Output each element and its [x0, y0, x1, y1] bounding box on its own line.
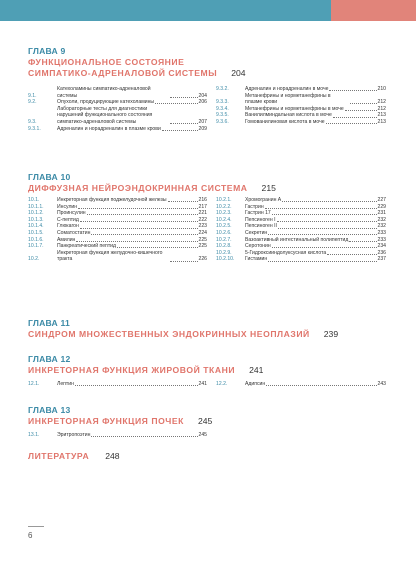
- toc-leader-dots: [272, 214, 377, 215]
- toc-entry-number: 10.2.10.: [216, 256, 235, 263]
- toc-entry-title: Серотонин: [245, 243, 271, 250]
- toc-entry-title: Адипсин: [245, 381, 266, 387]
- toc-leader-dots: [350, 103, 377, 104]
- toc-entry-body: [245, 197, 386, 204]
- page-number: 6: [28, 531, 33, 540]
- chapter-10-label: ГЛАВА 10: [28, 172, 71, 182]
- toc-entry-title: Пепсиноген I: [245, 216, 276, 223]
- toc-entry-number: 12.2.: [216, 381, 228, 387]
- literature-line: [28, 451, 120, 461]
- toc-entry-number: 10.1.2.: [28, 210, 44, 217]
- toc-entry-title: Гастрин 17: [245, 210, 271, 217]
- chapter-12-heading: [28, 354, 263, 376]
- toc-leader-dots: [78, 208, 197, 209]
- toc-entry-page: 226: [198, 256, 207, 263]
- toc-entry: [216, 237, 386, 244]
- toc-entry-page: 217: [198, 203, 207, 210]
- toc-leader-dots: [266, 385, 376, 386]
- toc-leader-dots: [333, 117, 377, 118]
- toc-entry-body: [245, 237, 386, 244]
- toc-entry-number: 9.3.1.: [28, 125, 41, 132]
- footer-rule: [28, 526, 44, 527]
- toc-entry-body: [245, 210, 386, 217]
- toc-entry-body: [57, 381, 207, 388]
- toc-leader-dots: [345, 110, 377, 111]
- toc-entry: [28, 210, 207, 217]
- toc-entry-body: [245, 243, 386, 250]
- toc-entry-title: Инкреторная функция желудочно-кишечного тракта: [57, 249, 163, 263]
- toc-entry-page: 237: [377, 256, 386, 263]
- toc-leader-dots: [268, 261, 376, 262]
- chapter-9-toc-right: [216, 86, 386, 126]
- chapter-13-toc-left: [28, 432, 207, 439]
- toc-entry-title: Инкреторная функция поджелудочной железы: [57, 197, 167, 203]
- toc-leader-dots: [326, 123, 377, 124]
- chapter-12-label: ГЛАВА 12: [28, 354, 71, 364]
- toc-entry-page: 210: [377, 86, 386, 92]
- toc-entry-page: 232: [377, 223, 386, 230]
- toc-entry-page: 234: [377, 243, 386, 250]
- toc-entry-number: 9.3.5.: [216, 112, 229, 119]
- toc-entry: [28, 243, 207, 250]
- chapter-11-title-line: [28, 329, 338, 340]
- toc-entry-body: [57, 99, 207, 106]
- chapter-13-title: ИНКРЕТОРНАЯ ФУНКЦИЯ ПОЧЕК: [28, 416, 184, 426]
- toc-entry-body: [245, 256, 386, 263]
- toc-entry-page: 213: [377, 118, 386, 125]
- chapter-12-title: ИНКРЕТОРНАЯ ФУНКЦИЯ ЖИРОВОЙ ТКАНИ: [28, 365, 236, 375]
- toc-entry-title: С-пептид: [57, 216, 79, 223]
- chapter-13-label: ГЛАВА 13: [28, 405, 71, 415]
- toc-entry-number: 10.2.8.: [216, 243, 232, 250]
- toc-entry-title: 5-Гидроксииндолуксусная кислота: [245, 249, 327, 256]
- toc-entry-title: Катехоламины симпатико-адреналовой системы: [57, 86, 151, 99]
- top-color-band: [0, 0, 416, 21]
- literature-heading: [28, 451, 120, 461]
- toc-entry: [216, 119, 386, 126]
- toc-leader-dots: [272, 247, 377, 248]
- toc-entry-page: 213: [377, 112, 386, 119]
- toc-entry-page: 229: [377, 203, 386, 210]
- toc-leader-dots: [349, 241, 376, 242]
- toc-entry-page: 224: [198, 229, 207, 236]
- toc-entry-body: [57, 217, 207, 224]
- toc-entry-body: [245, 381, 386, 388]
- toc-entry: [216, 204, 386, 211]
- toc-entry-body: [57, 106, 207, 126]
- toc-entry-body: [245, 250, 386, 257]
- toc-entry: [216, 86, 386, 93]
- chapter-11-page: 239: [323, 329, 339, 339]
- toc-entry: [216, 93, 386, 106]
- toc-entry-title: Лабораторные тесты для диагностики нарушений функционального состояния симпатико-адреналовой системы: [57, 105, 153, 125]
- chapter-12-toc-left: [28, 381, 207, 388]
- chapter-9-title-text: СИМПАТИКО-АДРЕНАЛОВОЙ СИСТЕМЫ: [28, 68, 218, 78]
- toc-leader-dots: [170, 261, 198, 262]
- toc-entry: [216, 106, 386, 113]
- chapter-9-heading: [28, 46, 246, 79]
- toc-entry: [216, 210, 386, 217]
- toc-entry-number: 9.3.2.: [216, 86, 229, 92]
- toc-entry: [216, 250, 386, 257]
- toc-entry-title: Ванилилминдальная кислота в моче: [245, 112, 332, 119]
- toc-entry-body: [57, 243, 207, 250]
- toc-entry-body: [57, 230, 207, 237]
- toc-entry-title: Метанефрины и норметанефрины в плазме крови: [245, 92, 331, 106]
- toc-entry: [28, 99, 207, 106]
- chapter-11-heading: [28, 318, 338, 340]
- toc-leader-dots: [162, 130, 198, 131]
- toc-entry-page: 231: [377, 210, 386, 217]
- toc-entry-number: 10.2.5.: [216, 223, 232, 230]
- literature-page: 248: [105, 451, 120, 461]
- toc-entry: [216, 197, 386, 204]
- toc-entry: [28, 223, 207, 230]
- top-band-coral: [331, 0, 416, 21]
- toc-entry: [216, 217, 386, 224]
- toc-leader-dots: [91, 234, 197, 235]
- chapter-9-label: ГЛАВА 9: [28, 46, 66, 56]
- toc-leader-dots: [155, 103, 197, 104]
- toc-entry-title: Хромогранин А: [245, 197, 282, 203]
- toc-entry-number: 10.1.7.: [28, 243, 44, 250]
- literature-title: ЛИТЕРАТУРА: [28, 451, 90, 461]
- toc-leader-dots: [327, 254, 376, 255]
- toc-entry-number: 13.1.: [28, 432, 40, 438]
- toc-entry-page: 232: [377, 216, 386, 223]
- chapter-13-heading: [28, 405, 212, 427]
- toc-entry-number: 9.3.3.: [216, 99, 229, 106]
- toc-entry-body: [245, 119, 386, 126]
- toc-entry-page: 225: [198, 236, 207, 243]
- toc-entry-body: [245, 106, 386, 113]
- toc-entry-title: Гомованилиновая кислота в моче: [245, 118, 325, 125]
- toc-entry-body: [57, 197, 207, 204]
- toc-entry: [28, 217, 207, 224]
- toc-entry-number: 9.3.: [28, 118, 37, 125]
- chapter-11-label: ГЛАВА 11: [28, 318, 70, 328]
- toc-entry: [28, 432, 207, 439]
- toc-entry-page: 212: [377, 99, 386, 106]
- toc-leader-dots: [80, 228, 198, 229]
- toc-entry-number: 10.2.7.: [216, 236, 232, 243]
- toc-entry: [28, 86, 207, 99]
- toc-entry-title: Метанефрины и норметанефрины в моче: [245, 105, 344, 112]
- toc-entry-page: 233: [377, 236, 386, 243]
- toc-entry-number: 10.2.3.: [216, 210, 232, 217]
- toc-entry-title: Глюкагон: [57, 223, 79, 230]
- chapter-13-page: 245: [197, 416, 213, 426]
- toc-entry: [216, 230, 386, 237]
- toc-entry-number: 10.1.3.: [28, 216, 44, 223]
- toc-entry-title: Лептин: [57, 381, 74, 387]
- chapter-13-title-line: [28, 416, 212, 427]
- toc-entry-number: 9.3.4.: [216, 105, 229, 112]
- toc-entry-page: 204: [198, 92, 207, 99]
- toc-entry-title: Адреналин и норадреналин в моче: [245, 86, 329, 92]
- toc-entry-number: 10.1.: [28, 197, 40, 203]
- chapter-10-title: ДИФФУЗНАЯ НЕЙРОЭНДОКРИННАЯ СИСТЕМА: [28, 183, 248, 193]
- toc-entry-title: Опухоли, продуцирующие катехоламины: [57, 99, 155, 106]
- toc-leader-dots: [75, 385, 198, 386]
- toc-entry-number: 10.2.9.: [216, 249, 232, 256]
- toc-entry-number: 9.2.: [28, 99, 37, 106]
- toc-entry-number: 10.2.6.: [216, 229, 232, 236]
- toc-entry-title: Эритропоэтин: [57, 432, 91, 438]
- top-band-teal: [0, 0, 331, 21]
- toc-leader-dots: [277, 221, 377, 222]
- toc-leader-dots: [117, 247, 198, 248]
- toc-entry-number: 10.1.4.: [28, 223, 44, 230]
- toc-entry-body: [57, 126, 207, 133]
- toc-entry-title: Вазоактивный интестинальный полипептид: [245, 236, 349, 243]
- toc-entry-page: 225: [198, 243, 207, 250]
- toc-entry-page: 207: [198, 118, 207, 125]
- toc-entry-page: 227: [377, 197, 386, 203]
- toc-entry: [28, 126, 207, 133]
- toc-entry-title: Инсулин: [57, 203, 78, 210]
- toc-entry-number: 10.1.1.: [28, 203, 44, 210]
- chapter-9-toc-left: [28, 86, 207, 132]
- toc-entry-page: 222: [198, 216, 207, 223]
- toc-entry-body: [245, 223, 386, 230]
- toc-entry: [28, 250, 207, 263]
- toc-entry-page: 223: [198, 223, 207, 230]
- toc-entry-page: 206: [198, 99, 207, 106]
- toc-entry-page: 216: [198, 197, 207, 203]
- toc-entry: [28, 237, 207, 244]
- toc-entry-body: [57, 250, 207, 263]
- chapter-10-toc-left: [28, 197, 207, 263]
- chapter-12-title-line: [28, 365, 263, 376]
- chapter-9-title-line-1: ФУНКЦИОНАЛЬНОЕ СОСТОЯНИЕ: [28, 57, 185, 67]
- chapter-10-title-line: [28, 183, 276, 194]
- chapter-10-page: 215: [261, 183, 276, 193]
- toc-entry-number: 12.1.: [28, 381, 40, 387]
- toc-entry: [216, 381, 386, 388]
- toc-entry-title: Соматостатин: [57, 229, 91, 236]
- chapter-10-heading: [28, 172, 276, 194]
- toc-leader-dots: [168, 201, 198, 202]
- toc-leader-dots: [76, 241, 197, 242]
- toc-entry: [28, 106, 207, 126]
- chapter-10-toc-right: [216, 197, 386, 263]
- toc-entry-title: Адреналин и норадреналин в плазме крови: [57, 125, 161, 132]
- toc-entry-body: [245, 230, 386, 237]
- toc-entry-body: [57, 223, 207, 230]
- toc-entry-number: 10.1.6.: [28, 236, 44, 243]
- toc-entry-number: 9.1.: [28, 92, 37, 99]
- toc-entry-page: 221: [198, 210, 207, 217]
- toc-entry-title: Пепсиноген II: [245, 223, 277, 230]
- toc-entry-page: 243: [377, 381, 386, 387]
- toc-entry: [28, 204, 207, 211]
- toc-leader-dots: [329, 90, 376, 91]
- toc-entry: [216, 223, 386, 230]
- toc-entry-page: 236: [377, 249, 386, 256]
- toc-entry-page: 245: [198, 432, 207, 438]
- chapter-9-title-line-2: [28, 68, 246, 79]
- toc-leader-dots: [278, 228, 377, 229]
- toc-entry-page: 241: [198, 381, 207, 387]
- toc-entry-number: 10.2.: [28, 256, 40, 263]
- toc-entry: [216, 256, 386, 263]
- toc-leader-dots: [87, 214, 198, 215]
- chapter-12-page: 241: [249, 365, 264, 375]
- toc-entry: [216, 243, 386, 250]
- toc-leader-dots: [282, 201, 376, 202]
- toc-entry-title: Проинсулин: [57, 210, 86, 217]
- chapter-11-title: СИНДРОМ МНОЖЕСТВЕННЫХ ЭНДОКРИННЫХ НЕОПЛАЗИЙ: [28, 329, 310, 339]
- toc-entry-body: [245, 112, 386, 119]
- toc-entry-title: Амилин: [57, 236, 76, 243]
- toc-leader-dots: [170, 97, 198, 98]
- toc-leader-dots: [268, 234, 376, 235]
- toc-leader-dots: [91, 436, 197, 437]
- toc-entry-body: [245, 217, 386, 224]
- toc-entry-page: 212: [377, 105, 386, 112]
- toc-entry-body: [57, 210, 207, 217]
- toc-leader-dots: [265, 208, 377, 209]
- toc-entry-page: 209: [198, 125, 207, 132]
- chapter-9-page: 204: [231, 68, 246, 78]
- toc-entry-body: [57, 86, 207, 99]
- toc-entry-body: [245, 86, 386, 93]
- toc-entry-body: [57, 204, 207, 211]
- toc-entry: [28, 230, 207, 237]
- toc-entry-number: 9.3.6.: [216, 118, 229, 125]
- toc-entry-title: Гастрин: [245, 203, 264, 210]
- toc-entry: [216, 112, 386, 119]
- toc-entry-number: 10.1.5.: [28, 229, 44, 236]
- toc-leader-dots: [80, 221, 198, 222]
- toc-entry-number: 10.2.4.: [216, 216, 232, 223]
- toc-entry-body: [245, 204, 386, 211]
- toc-entry-number: 10.2.1.: [216, 197, 232, 203]
- toc-entry-title: Гистамин: [245, 256, 268, 263]
- toc-leader-dots: [170, 123, 198, 124]
- toc-entry-title: Панкреатический пептид: [57, 243, 116, 250]
- chapter-12-toc-right: [216, 381, 386, 388]
- toc-entry-title: Секретин: [245, 229, 268, 236]
- toc-entry-body: [57, 432, 207, 439]
- toc-entry-page: 233: [377, 229, 386, 236]
- toc-entry: [28, 381, 207, 388]
- toc-entry: [28, 197, 207, 204]
- toc-entry-number: 10.2.2.: [216, 203, 232, 210]
- toc-entry-body: [245, 93, 386, 106]
